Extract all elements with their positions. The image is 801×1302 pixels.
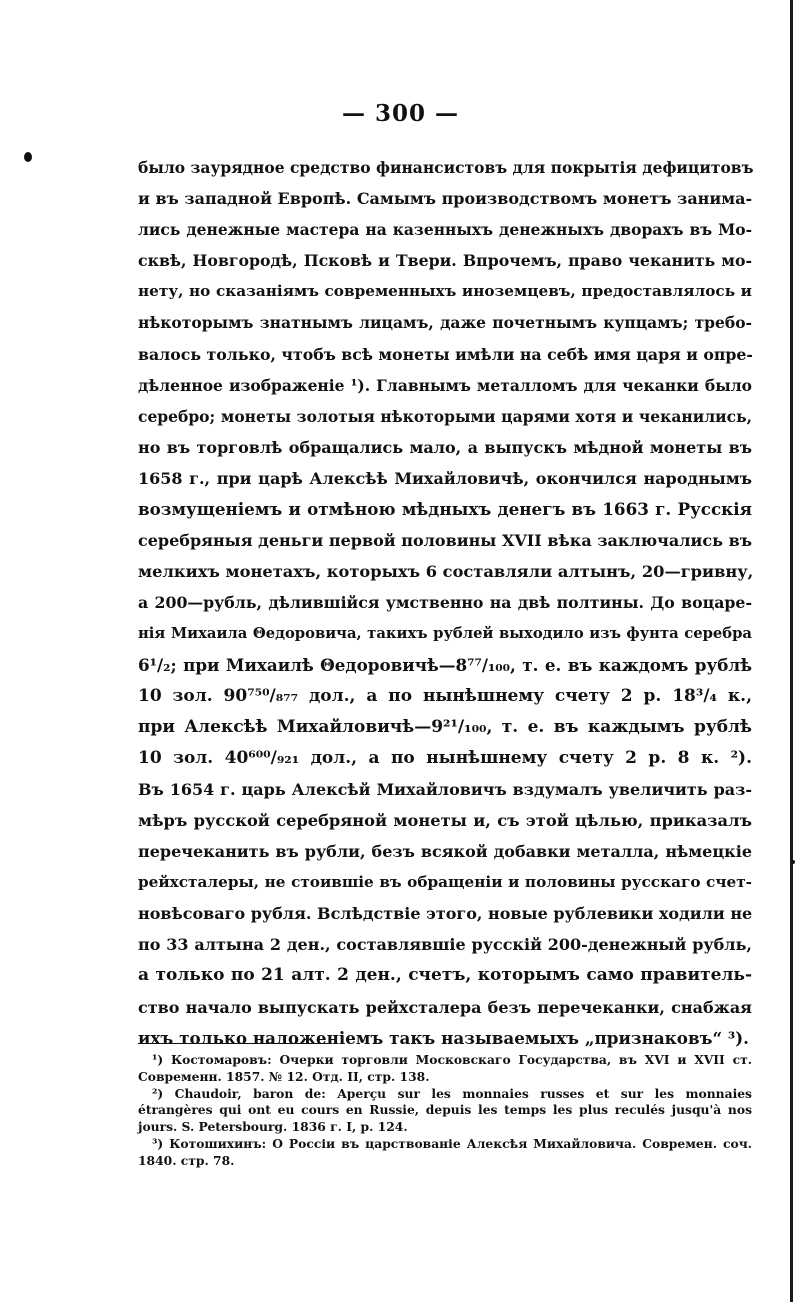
text-line: было заурядное средство финансистовъ для покрытія дефицитовъ [138, 158, 754, 177]
footnote-line: étrangères qui ont eu cours en Russie, depuis les temps les plus reculés jusqu'à nos [138, 1102, 752, 1118]
text-line: по 33 алтына 2 ден., составлявшіе русскій 200-денежный рубль, [138, 935, 752, 955]
text-line: ихъ только наложеніемъ такъ называемыхъ „признаковъ“ ³). [138, 1027, 749, 1048]
footnotes [138, 1052, 752, 1170]
text-line: новѣсоваго рубля. Вслѣдствіе этого, новые рублевики ходили не [138, 904, 753, 924]
text-line: перечеканить въ рубли, безъ всякой добавки металла, нѣмецкіе [138, 842, 752, 862]
margin-ink-dot [24, 152, 32, 162]
text-line: а 200—рубль, дѣлившійся умственно на двѣ полтины. До воцаре- [138, 593, 752, 613]
footnote-line: ²) Chaudoir, baron de: Aperçu sur les monnaies russes et sur les monnaies [152, 1085, 752, 1101]
footnote-line: jours. S. Petersbourg. 1836 г. I, р. 124. [138, 1119, 408, 1135]
text-line: возмущеніемъ и отмѣною мѣдныхъ денегъ въ 1663 г. Русскія [138, 499, 752, 520]
text-line: мелкихъ монетахъ, которыхъ 6 составляли алтынъ, 20—гривну, [138, 562, 754, 582]
text-line: и въ западной Европѣ. Самымъ производствомъ монетъ занима- [138, 189, 753, 209]
text-line: рейхсталеры, не стоившіе въ обращеніи и половины русскаго счет- [138, 873, 752, 892]
text-line: серебро; монеты золотыя нѣкоторыми царями хотя и чеканились, [138, 406, 752, 426]
text-line: нія Михаила Θедоровича, такихъ рублей выходило изъ фунта серебра [138, 625, 752, 643]
text-line: лись денежные мастера на казенныхъ денежныхъ дворахъ въ Мо- [138, 220, 752, 240]
text-line: 10 зол. 40⁶⁰⁰/₉₂₁ дол., а по нынѣшнему счету 2 р. 8 к. ²). [138, 747, 752, 768]
text-line: нету, но сказаніямъ современныхъ иноземцевъ, предоставлялось и [138, 282, 752, 301]
text-line: Въ 1654 г. царь Алексѣй Михайловичъ вздумалъ увеличить раз- [138, 779, 752, 799]
text-line: а только по 21 алт. 2 ден., счетъ, которымъ само правитель- [138, 965, 752, 986]
text-line: 1658 г., при царѣ Алексѣѣ Михайловичѣ, окончился народнымъ [138, 468, 752, 488]
text-line: 10 зол. 90⁷⁵⁰/₈₇₇ дол., а по нынѣшнему счету 2 р. 18³/₄ к., [138, 685, 752, 706]
footnote-line: Современн. 1857. № 12. Отд. II, стр. 138. [138, 1068, 430, 1084]
footnote-line: 1840. стр. 78. [138, 1152, 235, 1168]
text-line: 6¹/₂; при Михаилѣ Θедоровичѣ—8⁷⁷/₁₀₀, т. е. въ каждомъ рублѣ [138, 654, 752, 675]
text-line: ство начало выпускать рейхсталера безъ перечеканки, снабжая [138, 997, 752, 1017]
text-line: при Алексѣѣ Михайловичѣ—9²¹/₁₀₀, т. е. въ каждымъ рублѣ [138, 716, 752, 737]
text-line: нѣкоторымъ знатнымъ лицамъ, даже почетнымъ купцамъ; требо- [138, 313, 752, 333]
text-line: но въ торговлѣ обращались мало, а выпускъ мѣдной монеты въ [138, 437, 752, 457]
footnote-line: ¹) Костомаровъ: Очерки торговли Московскаго Государства, въ XVI и XVII ст. [152, 1052, 752, 1067]
text-line: серебряныя деньги первой половины XVII вѣка заключались въ [138, 531, 752, 551]
text-line: валось только, чтобъ всѣ монеты имѣли на себѣ имя царя и опре- [138, 344, 753, 364]
text-line: мѣръ русской серебряной монеты и, съ этой цѣлью, приказалъ [138, 810, 752, 830]
text-line: дѣленное изображеніе ¹). Главнымъ металломъ для чеканки было [138, 375, 752, 395]
text-line: сквѣ, Новгородѣ, Псковѣ и Твери. Впрочемъ, право чеканить мо- [138, 251, 752, 271]
footnote-separator [138, 1043, 328, 1044]
page-edge-line [790, 0, 793, 1302]
margin-ink-speck [791, 860, 795, 864]
body-text [138, 152, 752, 1054]
page-number: — 300 — [341, 100, 460, 127]
footnote-line: ³) Котошихинъ: О Россіи въ царствованіе Алексѣя Михайловича. Современ. соч. [152, 1135, 752, 1151]
